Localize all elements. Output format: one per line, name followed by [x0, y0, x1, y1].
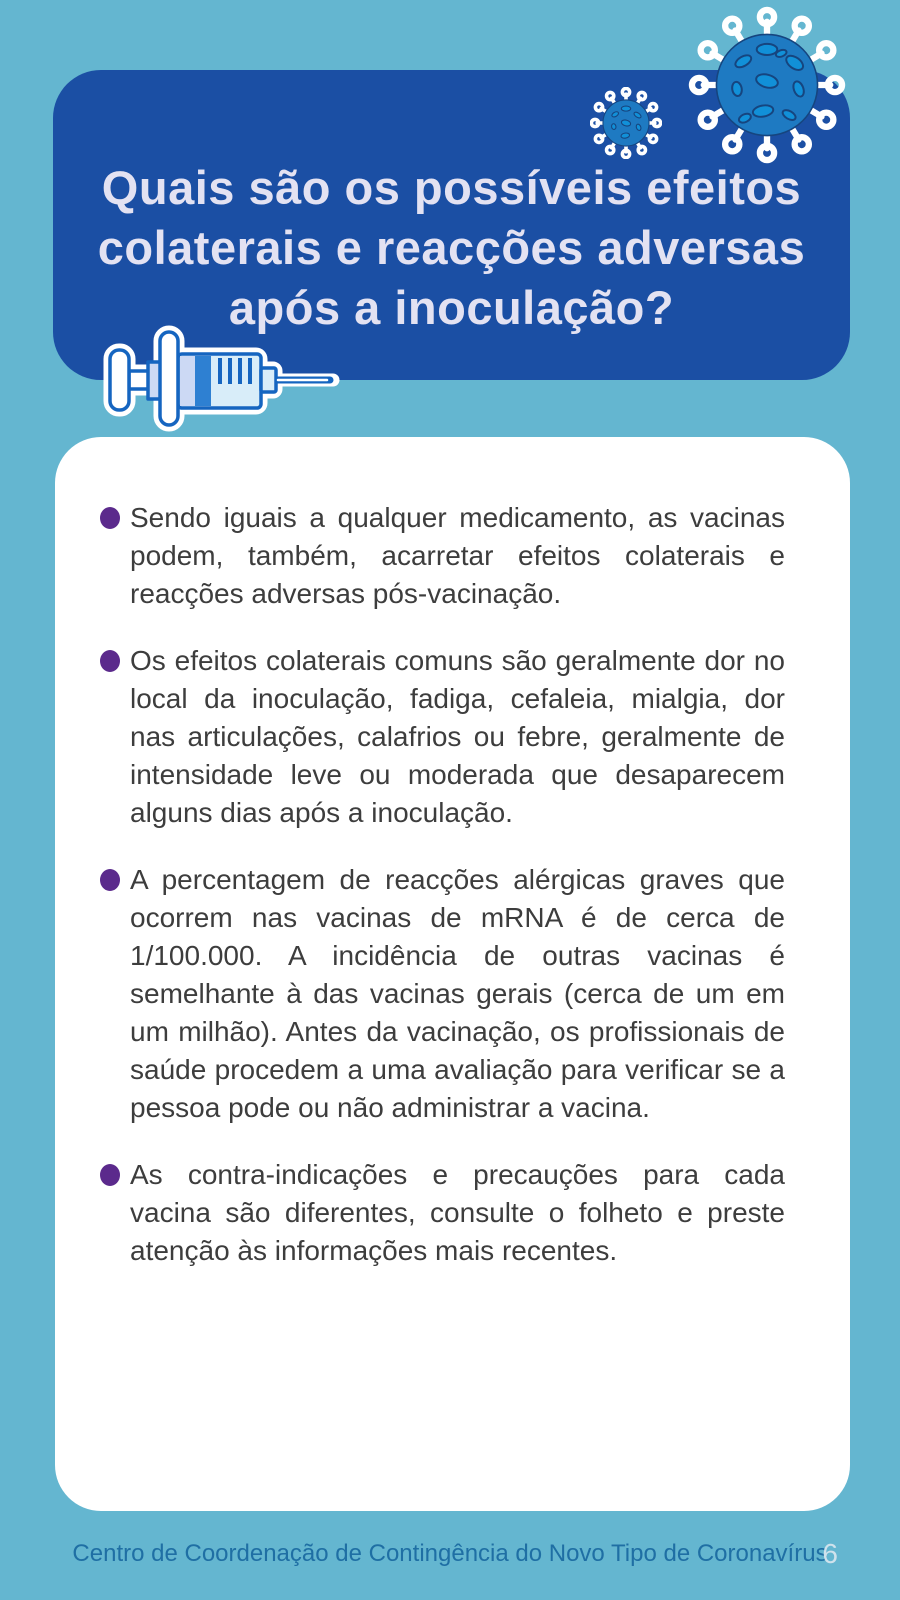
page-title [53, 158, 850, 338]
footer-text: Centro de Coordenação de Contingência do Novo Tipo de Coronavírus [72, 1540, 828, 1567]
coronavirus-icon-small [590, 87, 662, 159]
page-title-line-2: colaterais e reacções adversas [97, 221, 806, 274]
bullet-text: A percentagem de reacções alérgicas graves que ocorrem nas vacinas de mRNA é de cerca de 1/100.000. A incidência de outras vacinas é semelhante à das vacinas gerais (cerca de um em um milhão). Antes da vacinação, os profissionais de saúde procedem a uma avaliação para verificar se a pessoa pode ou não administrar a vacina. [130, 864, 785, 1123]
list-item [100, 499, 785, 613]
syringe-icon [96, 322, 346, 432]
bullet-dot-icon [100, 650, 120, 672]
page-number: 6 [822, 1538, 838, 1569]
bullet-text: As contra-indicações e precauções para cada vacina são diferentes, consulte o folheto e preste atenção às informações mais recentes. [130, 1159, 785, 1266]
list-item [100, 1156, 785, 1270]
list-item [100, 861, 785, 1127]
content-card [55, 437, 850, 1511]
bullet-text: Sendo iguais a qualquer medicamento, as vacinas podem, também, acarretar efeitos colaterais e reacções adversas pós-vacinação. [130, 502, 785, 609]
coronavirus-icon-large [688, 6, 846, 164]
bullet-dot-icon [100, 1164, 120, 1186]
bullet-dot-icon [100, 869, 120, 891]
footer [0, 1536, 900, 1576]
bullet-dot-icon [100, 507, 120, 529]
bullet-list [55, 437, 850, 1270]
list-item [100, 642, 785, 832]
page-title-line-3: após a inoculação? [228, 281, 675, 334]
page-title-line-1: Quais são os possíveis efeitos [101, 161, 802, 214]
bullet-text: Os efeitos colaterais comuns são geralmente dor no local da inoculação, fadiga, cefaleia, mialgia, dor nas articulações, calafrios ou febre, geralmente de intensidade leve ou moderada que desaparecem alguns dias após a inoculação. [130, 645, 785, 828]
